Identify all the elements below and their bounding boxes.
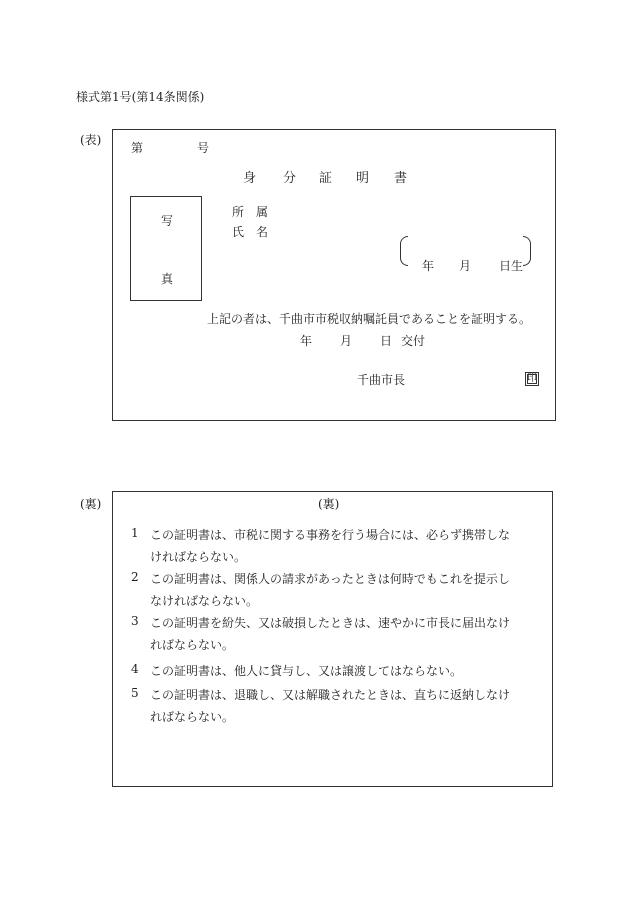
- birth-month: 月: [459, 259, 472, 273]
- birthdate-bracket-right: [523, 236, 531, 266]
- rule-number: 4: [131, 662, 139, 676]
- rule-number: 2: [131, 570, 139, 584]
- rule-line: ればならない。: [150, 710, 235, 724]
- photo-placeholder: [130, 196, 202, 301]
- front-card: [112, 129, 556, 421]
- rule-line: この証明書は、関係人の請求があったときは何時でもこれを提示し: [150, 572, 510, 586]
- seal-stamp: 印: [527, 373, 537, 384]
- rule-number: 1: [131, 526, 139, 540]
- rule-number: 3: [131, 614, 139, 628]
- rule-line: なければならない。: [150, 594, 259, 608]
- photo-label-bottom: 真: [161, 272, 174, 286]
- name-char: 名: [256, 225, 269, 239]
- birth-year: 年: [422, 259, 435, 273]
- title-char: 身: [243, 171, 257, 186]
- form-number: 様式第1号(第14条関係): [76, 90, 205, 104]
- birthdate-bracket-left: [400, 236, 408, 266]
- rule-number: 5: [131, 686, 139, 700]
- title-char: 分: [283, 171, 297, 186]
- rule-line: この証明書を紛失、又は破損したときは、速やかに市長に届出なけ: [150, 616, 511, 630]
- certificate-number-prefix: 第: [131, 141, 144, 155]
- certificate-number-suffix: 号: [197, 141, 210, 155]
- title-char: 書: [394, 171, 408, 186]
- rule-line: この証明書は、退職し、又は解職されたときは、直ちに返納しなけ: [150, 688, 511, 702]
- photo-label-top: 写: [161, 214, 174, 228]
- front-side-label: (表): [80, 133, 102, 147]
- rule-line: この証明書は、他人に貸与し、又は譲渡してはならない。: [150, 664, 463, 678]
- birth-day: 日生: [499, 259, 524, 273]
- back-card: [112, 491, 553, 787]
- rule-line: この証明書は、市税に関する事務を行う場合には、必らず携帯しな: [150, 528, 511, 542]
- issue-issued: 交付: [401, 334, 426, 348]
- issuer-name: 千曲市長: [357, 373, 406, 387]
- affiliation-char: 所: [232, 205, 245, 219]
- back-side-label: (裏): [80, 497, 102, 511]
- title-char: 明: [356, 171, 370, 186]
- rule-line: ればならない。: [150, 638, 235, 652]
- affiliation-char: 属: [256, 205, 269, 219]
- back-heading: (裏): [318, 497, 340, 511]
- issue-year: 年: [300, 334, 313, 348]
- rule-line: ければならない。: [150, 550, 247, 564]
- name-char: 氏: [232, 225, 245, 239]
- certification-statement: 上記の者は、千曲市市税収納嘱託員であることを証明する。: [207, 312, 532, 326]
- issue-day: 日: [380, 334, 393, 348]
- issue-month: 月: [340, 334, 353, 348]
- title-char: 証: [319, 171, 333, 186]
